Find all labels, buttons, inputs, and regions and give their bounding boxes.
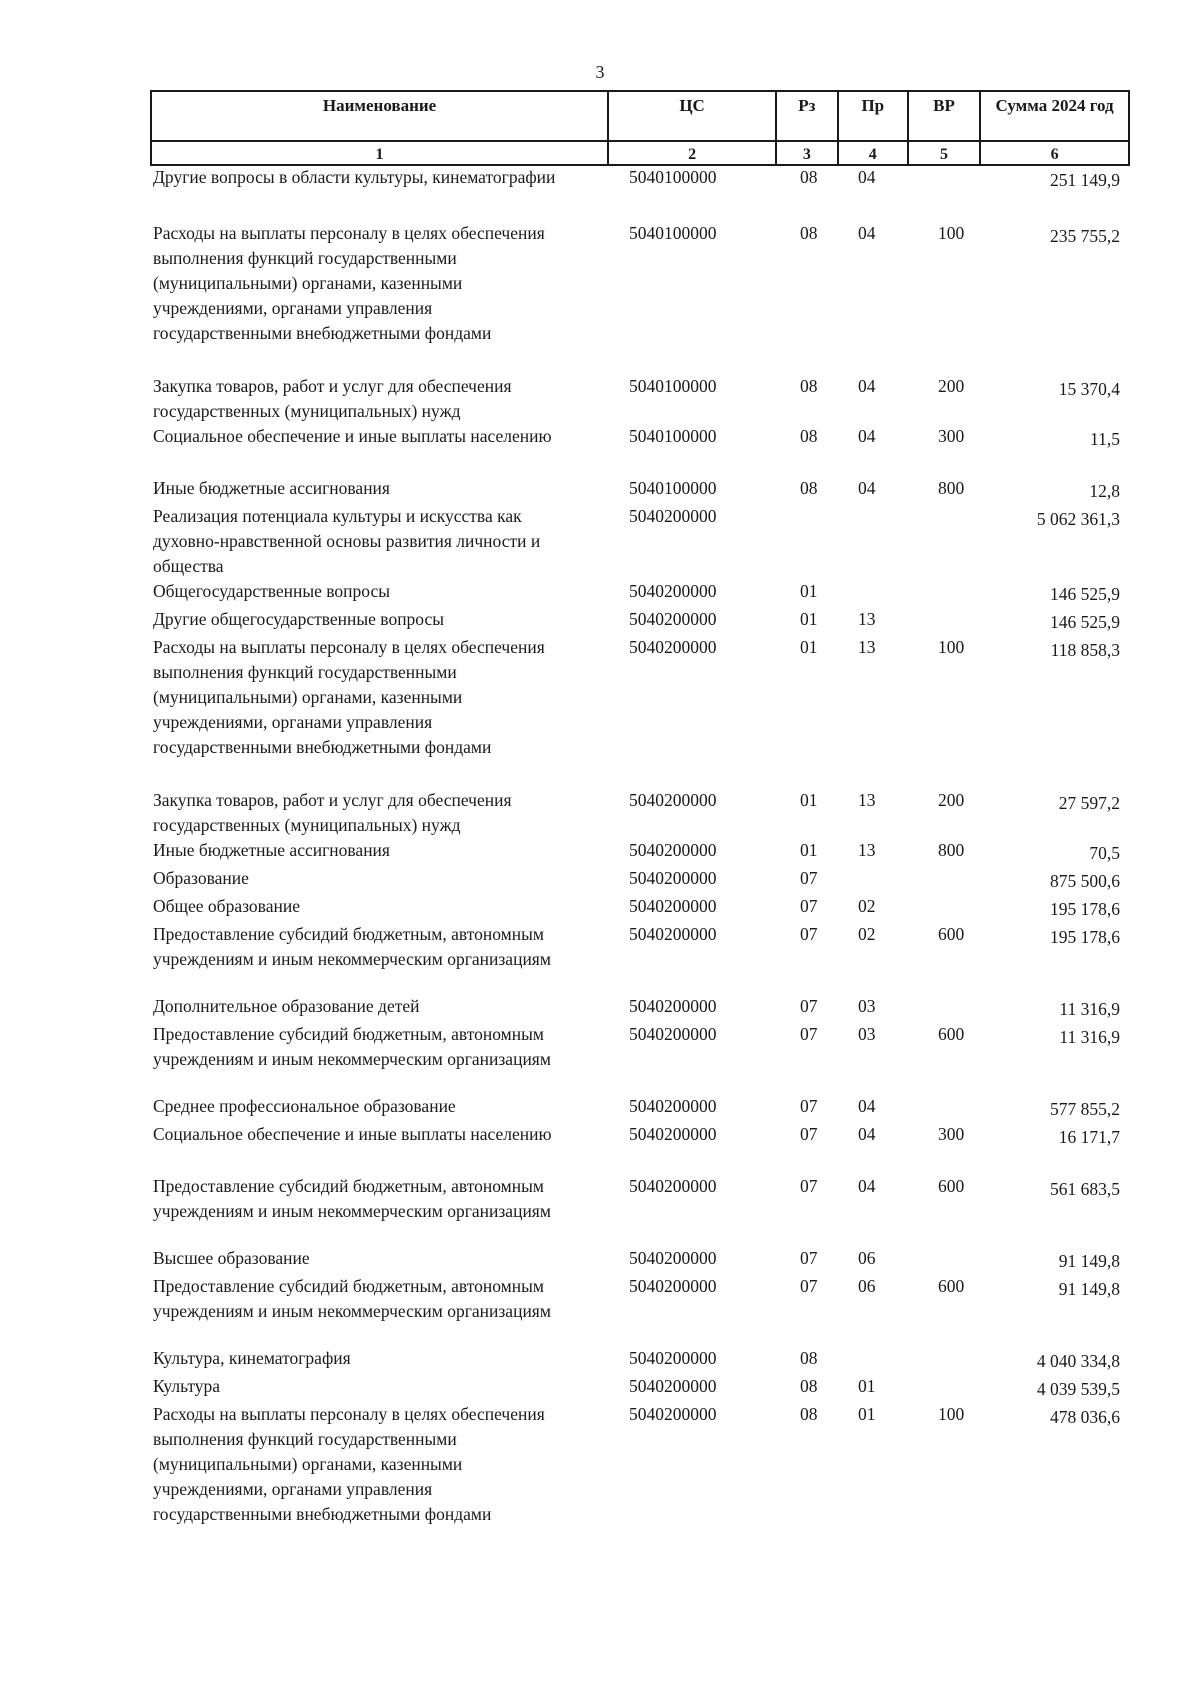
row-rz: 07	[800, 868, 818, 888]
row-sum: 91 149,8	[1058, 1251, 1120, 1271]
row-rz: 07	[800, 1276, 818, 1296]
row-name	[153, 1094, 623, 1119]
row-rz: 08	[800, 1376, 818, 1396]
row-name	[153, 579, 623, 604]
row-name	[153, 504, 623, 579]
col-number-5: 5	[908, 141, 980, 165]
row-sum-cell	[1006, 1246, 1130, 1274]
table-row	[153, 1246, 1130, 1274]
row-sum-cell	[1006, 635, 1130, 663]
table-row	[153, 221, 1130, 346]
row-name-line: (муниципальными) органами, казенными	[153, 687, 463, 707]
row-name	[153, 1122, 623, 1147]
row-name	[153, 374, 623, 424]
row-sum: 4 040 334,8	[1036, 1351, 1120, 1371]
row-pr: 06	[858, 1276, 876, 1296]
row-cs: 5040200000	[629, 1376, 717, 1396]
row-rz: 07	[800, 1248, 818, 1268]
row-sum: 561 683,5	[1050, 1179, 1120, 1199]
row-cs: 5040100000	[629, 223, 717, 243]
col-number-1: 1	[151, 141, 608, 165]
row-sum-cell	[1006, 579, 1130, 607]
table-row	[153, 866, 1130, 894]
row-rz: 07	[800, 996, 818, 1016]
row-sum-cell	[1006, 1022, 1130, 1050]
row-rz: 07	[800, 1024, 818, 1044]
row-rz: 01	[800, 840, 818, 860]
row-name-line: выполнения функций государственными	[153, 662, 457, 682]
row-name-line: Общегосударственные вопросы	[153, 581, 391, 601]
row-name-line: Иные бюджетные ассигнования	[153, 840, 390, 860]
row-sum: 195 178,6	[1050, 927, 1120, 947]
row-rz: 01	[800, 609, 818, 629]
row-name-line: государственными внебюджетными фондами	[153, 737, 492, 757]
row-name	[153, 1022, 623, 1072]
table-row	[153, 1094, 1130, 1122]
row-name-line: Иные бюджетные ассигнования	[153, 478, 390, 498]
row-name	[153, 894, 623, 919]
row-rz: 08	[800, 1348, 818, 1368]
row-vr: 200	[938, 376, 965, 396]
col-number-2: 2	[608, 141, 776, 165]
table-row	[153, 165, 1130, 193]
table-row	[153, 788, 1130, 838]
row-sum: 12,8	[1089, 481, 1120, 501]
table-body	[153, 165, 1130, 1527]
row-name	[153, 866, 623, 891]
row-vr: 800	[938, 840, 965, 860]
row-name-line: Образование	[153, 868, 249, 888]
row-sum-cell	[1006, 838, 1130, 866]
row-pr: 04	[858, 478, 876, 498]
row-cs: 5040200000	[629, 1276, 717, 1296]
row-sum: 478 036,6	[1050, 1407, 1120, 1427]
col-header-vr: ВР	[908, 91, 980, 141]
row-sum-cell	[1006, 165, 1130, 193]
row-vr: 100	[938, 223, 965, 243]
row-sum: 577 855,2	[1050, 1099, 1120, 1119]
row-cs: 5040100000	[629, 167, 717, 187]
row-name	[153, 1274, 623, 1324]
row-sum-cell	[1006, 221, 1130, 249]
row-name-line: Закупка товаров, работ и услуг для обеспечения	[153, 790, 512, 810]
row-vr: 600	[938, 1024, 965, 1044]
row-rz: 08	[800, 223, 818, 243]
row-name-line: Предоставление субсидий бюджетным, автономным	[153, 1276, 544, 1296]
row-sum-cell	[1006, 866, 1130, 894]
table-row	[153, 894, 1130, 922]
row-pr: 13	[858, 637, 876, 657]
row-rz: 01	[800, 637, 818, 657]
row-pr: 04	[858, 376, 876, 396]
row-pr: 04	[858, 1176, 876, 1196]
row-name	[153, 635, 623, 760]
row-sum-cell	[1006, 1346, 1130, 1374]
row-rz: 01	[800, 790, 818, 810]
row-name	[153, 1246, 623, 1271]
row-name-line: учреждениям и иным некоммерческим организациям	[153, 1301, 551, 1321]
row-name-line: Предоставление субсидий бюджетным, автономным	[153, 924, 544, 944]
col-header-name: Наименование	[151, 91, 608, 141]
row-sum: 11,5	[1090, 429, 1120, 449]
row-rz: 07	[800, 1096, 818, 1116]
row-cs: 5040200000	[629, 1024, 717, 1044]
row-pr: 06	[858, 1248, 876, 1268]
row-name-line: Общее образование	[153, 896, 300, 916]
row-vr: 300	[938, 426, 965, 446]
row-name-line: государственных (муниципальных) нужд	[153, 401, 461, 421]
row-sum-cell	[1006, 1174, 1130, 1202]
row-name-line: государственными внебюджетными фондами	[153, 323, 492, 343]
row-name-line: общества	[153, 556, 224, 576]
row-sum: 27 597,2	[1058, 793, 1120, 813]
col-number-3: 3	[776, 141, 838, 165]
row-pr: 04	[858, 1124, 876, 1144]
row-sum-cell	[1006, 1274, 1130, 1302]
row-rz: 07	[800, 1176, 818, 1196]
row-name	[153, 994, 623, 1019]
col-header-rz: Рз	[776, 91, 838, 141]
row-pr: 04	[858, 167, 876, 187]
row-sum: 146 525,9	[1050, 584, 1120, 604]
row-cs: 5040200000	[629, 1124, 717, 1144]
table-row	[153, 922, 1130, 972]
row-name-line: Социальное обеспечение и иные выплаты населению	[153, 426, 552, 446]
row-sum-cell	[1006, 1122, 1130, 1150]
row-cs: 5040200000	[629, 1248, 717, 1268]
row-name	[153, 165, 623, 190]
row-sum-cell	[1006, 504, 1130, 532]
table-row	[153, 1274, 1130, 1324]
row-cs: 5040200000	[629, 896, 717, 916]
row-pr: 03	[858, 996, 876, 1016]
row-pr: 13	[858, 790, 876, 810]
page-number: 3	[595, 62, 605, 82]
row-vr: 600	[938, 1276, 965, 1296]
row-cs: 5040200000	[629, 840, 717, 860]
row-pr: 01	[858, 1404, 876, 1424]
row-sum-cell	[1006, 607, 1130, 635]
col-header-cs: ЦС	[608, 91, 776, 141]
row-name-line: учреждениями, органами управления	[153, 298, 433, 318]
row-sum: 15 370,4	[1058, 379, 1120, 399]
row-vr: 100	[938, 1404, 965, 1424]
row-sum-cell	[1006, 374, 1130, 402]
table-row	[153, 424, 1130, 452]
row-cs: 5040200000	[629, 581, 717, 601]
row-cs: 5040100000	[629, 478, 717, 498]
row-cs: 5040100000	[629, 376, 717, 396]
row-sum: 16 171,7	[1058, 1127, 1120, 1147]
row-pr: 13	[858, 609, 876, 629]
row-name-line: Среднее профессиональное образование	[153, 1096, 456, 1116]
row-name-line: учреждениями, органами управления	[153, 712, 433, 732]
row-sum-cell	[1006, 894, 1130, 922]
row-sum: 91 149,8	[1058, 1279, 1120, 1299]
row-pr: 02	[858, 896, 876, 916]
row-name-line: (муниципальными) органами, казенными	[153, 273, 463, 293]
row-pr: 04	[858, 223, 876, 243]
row-pr: 03	[858, 1024, 876, 1044]
row-sum-cell	[1006, 994, 1130, 1022]
row-cs: 5040200000	[629, 637, 717, 657]
row-name	[153, 476, 623, 501]
row-rz: 07	[800, 896, 818, 916]
row-name	[153, 838, 623, 863]
table-row	[153, 838, 1130, 866]
table-header	[150, 90, 1130, 166]
row-vr: 200	[938, 790, 965, 810]
table-row	[153, 1022, 1130, 1072]
row-name-line: Расходы на выплаты персоналу в целях обеспечения	[153, 223, 545, 243]
row-pr: 04	[858, 1096, 876, 1116]
row-sum: 11 316,9	[1059, 1027, 1120, 1047]
row-sum-cell	[1006, 1402, 1130, 1430]
row-name-line: выполнения функций государственными	[153, 248, 457, 268]
row-sum-cell	[1006, 1094, 1130, 1122]
row-name-line: Другие вопросы в области культуры, кинематографии	[153, 167, 556, 187]
row-rz: 08	[800, 1404, 818, 1424]
row-name-line: Высшее образование	[153, 1248, 310, 1268]
row-vr: 800	[938, 478, 965, 498]
row-pr: 04	[858, 426, 876, 446]
row-vr: 600	[938, 1176, 965, 1196]
row-name	[153, 1174, 623, 1224]
row-sum: 118 858,3	[1050, 640, 1120, 660]
row-rz: 07	[800, 924, 818, 944]
row-cs: 5040200000	[629, 609, 717, 629]
row-rz: 08	[800, 376, 818, 396]
row-name-line: выполнения функций государственными	[153, 1429, 457, 1449]
row-name	[153, 788, 623, 838]
row-cs: 5040200000	[629, 1096, 717, 1116]
row-sum-cell	[1006, 1374, 1130, 1402]
row-sum-cell	[1006, 424, 1130, 452]
table-row	[153, 1346, 1130, 1374]
row-sum: 4 039 539,5	[1036, 1379, 1120, 1399]
row-name-line: Предоставление субсидий бюджетным, автономным	[153, 1024, 544, 1044]
row-name-line: учреждениям и иным некоммерческим организациям	[153, 1201, 551, 1221]
col-number-4: 4	[838, 141, 908, 165]
table-row	[153, 1174, 1130, 1224]
row-rz: 08	[800, 478, 818, 498]
row-name-line: Другие общегосударственные вопросы	[153, 609, 445, 629]
row-pr: 01	[858, 1376, 876, 1396]
row-rz: 08	[800, 426, 818, 446]
row-name	[153, 221, 623, 346]
row-vr: 100	[938, 637, 965, 657]
row-name-line: учреждениями, органами управления	[153, 1479, 433, 1499]
row-name-line: Расходы на выплаты персоналу в целях обеспечения	[153, 637, 545, 657]
row-name	[153, 607, 623, 632]
row-sum: 5 062 361,3	[1036, 509, 1120, 529]
table-row	[153, 579, 1130, 607]
row-name-line: учреждениям и иным некоммерческим организациям	[153, 949, 551, 969]
row-cs: 5040200000	[629, 1348, 717, 1368]
row-pr: 13	[858, 840, 876, 860]
table-row	[153, 476, 1130, 504]
row-cs: 5040200000	[629, 996, 717, 1016]
row-sum: 70,5	[1089, 843, 1120, 863]
row-name	[153, 922, 623, 972]
row-name-line: Расходы на выплаты персоналу в целях обеспечения	[153, 1404, 545, 1424]
row-name	[153, 424, 623, 449]
table-row	[153, 1122, 1130, 1150]
table-row	[153, 607, 1130, 635]
row-rz: 01	[800, 581, 818, 601]
row-cs: 5040200000	[629, 868, 717, 888]
row-name-line: Культура	[153, 1376, 221, 1396]
row-vr: 600	[938, 924, 965, 944]
row-rz: 08	[800, 167, 818, 187]
row-sum-cell	[1006, 922, 1130, 950]
row-name-line: духовно-нравственной основы развития личности и	[153, 531, 541, 551]
row-pr: 02	[858, 924, 876, 944]
row-cs: 5040200000	[629, 1404, 717, 1424]
row-cs: 5040200000	[629, 506, 717, 526]
table-row	[153, 374, 1130, 424]
row-name-line: Реализация потенциала культуры и искусства как	[153, 506, 522, 526]
row-rz: 07	[800, 1124, 818, 1144]
row-name-line: учреждениям и иным некоммерческим организациям	[153, 1049, 551, 1069]
row-name-line: Закупка товаров, работ и услуг для обеспечения	[153, 376, 512, 396]
col-number-6: 6	[980, 141, 1129, 165]
table-row	[153, 635, 1130, 760]
row-sum: 146 525,9	[1050, 612, 1120, 632]
row-name-line: Дополнительное образование детей	[153, 996, 420, 1016]
row-name-line: Предоставление субсидий бюджетным, автономным	[153, 1176, 544, 1196]
row-name-line: Социальное обеспечение и иные выплаты населению	[153, 1124, 552, 1144]
table-row	[153, 504, 1130, 579]
col-header-pr: Пр	[838, 91, 908, 141]
row-name	[153, 1374, 623, 1399]
row-sum: 11 316,9	[1059, 999, 1120, 1019]
row-sum: 195 178,6	[1050, 899, 1120, 919]
row-sum: 235 755,2	[1050, 226, 1120, 246]
row-vr: 300	[938, 1124, 965, 1144]
row-name	[153, 1402, 623, 1527]
table-row	[153, 1374, 1130, 1402]
row-name-line: Культура, кинематография	[153, 1348, 351, 1368]
row-sum: 875 500,6	[1050, 871, 1120, 891]
table-row	[153, 994, 1130, 1022]
row-sum: 251 149,9	[1050, 170, 1120, 190]
row-sum-cell	[1006, 476, 1130, 504]
row-sum-cell	[1006, 788, 1130, 816]
row-name	[153, 1346, 623, 1371]
row-cs: 5040200000	[629, 924, 717, 944]
row-cs: 5040200000	[629, 1176, 717, 1196]
row-cs: 5040100000	[629, 426, 717, 446]
row-name-line: государственных (муниципальных) нужд	[153, 815, 461, 835]
col-header-sum: Сумма 2024 год	[980, 91, 1129, 141]
table-row	[153, 1402, 1130, 1527]
row-name-line: (муниципальными) органами, казенными	[153, 1454, 463, 1474]
row-cs: 5040200000	[629, 790, 717, 810]
row-name-line: государственными внебюджетными фондами	[153, 1504, 492, 1524]
